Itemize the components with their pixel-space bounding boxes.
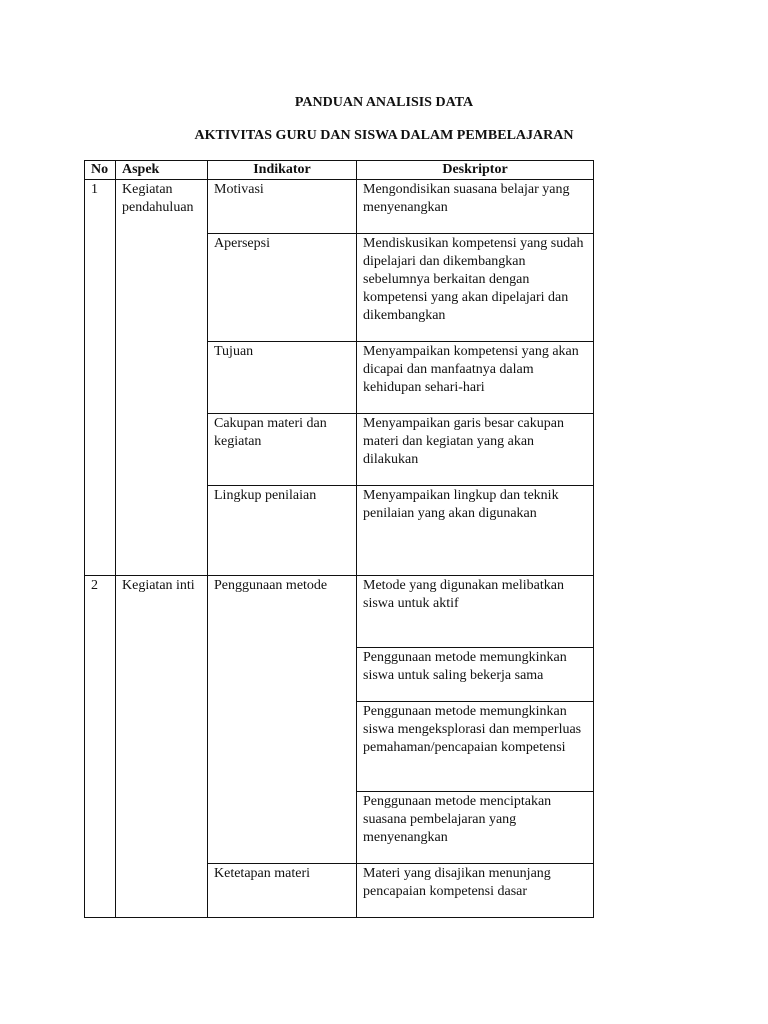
header-aspek: Aspek (116, 161, 208, 180)
aspek-cell: Kegiatan pendahuluan (116, 180, 208, 576)
indikator-cell: Cakupan materi dan kegiatan (208, 414, 357, 486)
deskriptor-cell: Mengondisikan suasana belajar yang menyenangkan (357, 180, 594, 234)
deskriptor-cell: Penggunaan metode memungkinkan siswa mengeksplorasi dan memperluas pemahaman/pencapaian kompetensi (357, 702, 594, 792)
analysis-table (84, 160, 594, 918)
deskriptor-cell: Menyampaikan garis besar cakupan materi dan kegiatan yang akan dilakukan (357, 414, 594, 486)
deskriptor-cell: Menyampaikan lingkup dan teknik penilaian yang akan digunakan (357, 486, 594, 576)
indikator-cell: Penggunaan metode (208, 576, 357, 864)
deskriptor-cell: Menyampaikan kompetensi yang akan dicapai dan manfaatnya dalam kehidupan sehari-hari (357, 342, 594, 414)
table-row (85, 180, 594, 234)
header-indikator: Indikator (208, 161, 357, 180)
deskriptor-cell: Mendiskusikan kompetensi yang sudah dipelajari dan dikembangkan sebelumnya berkaitan dengan kompetensi yang akan dipelajari dan dikembangkan (357, 234, 594, 342)
table-row (85, 576, 594, 648)
indikator-cell: Apersepsi (208, 234, 357, 342)
indikator-cell: Tujuan (208, 342, 357, 414)
document-subtitle: AKTIVITAS GURU DAN SISWA DALAM PEMBELAJARAN (194, 128, 574, 143)
row-number: 1 (85, 180, 116, 576)
table-header-row (85, 161, 594, 180)
aspek-cell: Kegiatan inti (116, 576, 208, 918)
header-deskriptor: Deskriptor (357, 161, 594, 180)
indikator-cell: Lingkup penilaian (208, 486, 357, 576)
indikator-cell: Ketetapan materi (208, 864, 357, 918)
deskriptor-cell: Penggunaan metode memungkinkan siswa untuk saling bekerja sama (357, 648, 594, 702)
deskriptor-cell: Metode yang digunakan melibatkan siswa untuk aktif (357, 576, 594, 648)
document-title: PANDUAN ANALISIS DATA (294, 95, 474, 110)
row-number: 2 (85, 576, 116, 918)
deskriptor-cell: Penggunaan metode menciptakan suasana pembelajaran yang menyenangkan (357, 792, 594, 864)
indikator-cell: Motivasi (208, 180, 357, 234)
header-no: No (85, 161, 116, 180)
deskriptor-cell: Materi yang disajikan menunjang pencapaian kompetensi dasar (357, 864, 594, 918)
